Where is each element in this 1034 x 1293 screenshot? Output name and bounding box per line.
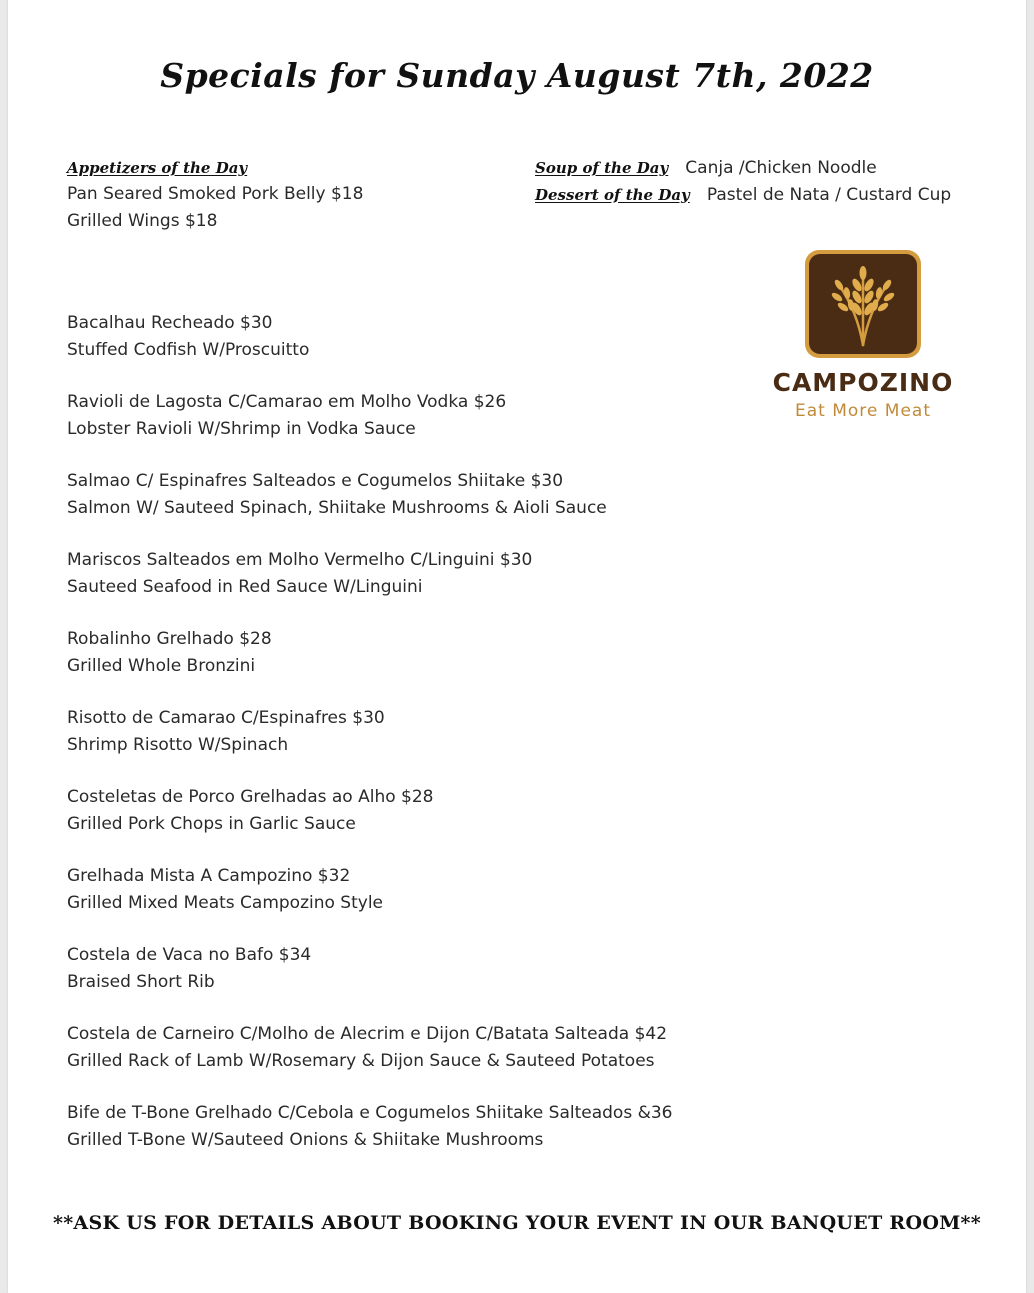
dish-portuguese: Risotto de Camarao C/Espinafres $30 <box>67 708 385 728</box>
specials-list <box>67 310 672 1179</box>
dish-english: Grilled T-Bone W/Sauteed Onions & Shiitake Mushrooms <box>67 1129 544 1150</box>
dish-english: Shrimp Risotto W/Spinach <box>67 734 289 755</box>
banquet-notice: **ASK US FOR DETAILS ABOUT BOOKING YOUR EVENT IN OUR BANQUET ROOM** <box>52 1212 982 1234</box>
dish-portuguese: Grelhada Mista A Campozino $32 <box>67 866 351 886</box>
dessert-heading: Dessert of the Day <box>535 185 690 204</box>
dish-english: Grilled Whole Bronzini <box>67 655 256 676</box>
dish-portuguese: Ravioli de Lagosta C/Camarao em Molho Vodka $26 <box>67 392 507 412</box>
soup-value: Canja /Chicken Noodle <box>685 158 877 178</box>
list-item <box>67 784 672 837</box>
list-item <box>67 547 672 600</box>
appetizers-section <box>67 155 363 234</box>
list-item <box>67 626 672 679</box>
page-title: Specials for Sunday August 7th, 2022 <box>160 56 874 95</box>
dish-english: Grilled Mixed Meats Campozino Style <box>67 892 384 913</box>
dish-portuguese: Costela de Carneiro C/Molho de Alecrim e Dijon C/Batata Salteada $42 <box>67 1024 668 1044</box>
list-item <box>67 863 672 916</box>
dish-portuguese: Robalinho Grelhado $28 <box>67 629 272 649</box>
dish-english: Lobster Ravioli W/Shrimp in Vodka Sauce <box>67 418 416 439</box>
wheat-icon <box>817 261 909 347</box>
daily-specials-sidebar <box>535 155 951 208</box>
dish-english: Grilled Rack of Lamb W/Rosemary & Dijon Sauce & Sauteed Potatoes <box>67 1050 655 1071</box>
dish-english: Salmon W/ Sauteed Spinach, Shiitake Mushrooms & Aioli Sauce <box>67 497 607 518</box>
dish-english: Sauteed Seafood in Red Sauce W/Linguini <box>67 576 423 597</box>
brand-name: CAMPOZINO <box>772 368 954 397</box>
appetizer-item: Grilled Wings $18 <box>67 210 218 231</box>
dish-portuguese: Bife de T-Bone Grelhado C/Cebola e Cogumelos Shiitake Salteados &36 <box>67 1103 673 1123</box>
soup-row <box>535 155 951 182</box>
dessert-value: Pastel de Nata / Custard Cup <box>706 184 952 205</box>
dish-portuguese: Mariscos Salteados em Molho Vermelho C/Linguini $30 <box>67 550 533 570</box>
dessert-row <box>535 182 951 209</box>
list-item <box>67 1100 672 1153</box>
logo-frame <box>805 250 921 358</box>
list-item <box>67 942 672 995</box>
dish-portuguese: Costela de Vaca no Bafo $34 <box>67 945 312 965</box>
soup-heading: Soup of the Day <box>535 159 669 177</box>
appetizers-heading: Appetizers of the Day <box>67 159 248 177</box>
dish-portuguese: Salmao C/ Espinafres Salteados e Cogumelos Shiitake $30 <box>67 471 564 491</box>
campozino-logo <box>753 250 973 421</box>
list-item <box>67 705 672 758</box>
list-item <box>67 310 672 363</box>
appetizer-item: Pan Seared Smoked Pork Belly $18 <box>67 184 364 204</box>
dish-english: Grilled Pork Chops in Garlic Sauce <box>67 813 356 834</box>
brand-tagline: Eat More Meat <box>795 401 931 421</box>
list-item <box>67 1021 672 1074</box>
dish-english: Stuffed Codfish W/Proscuitto <box>67 339 310 360</box>
dish-english: Braised Short Rib <box>67 971 215 992</box>
list-item <box>67 389 672 442</box>
list-item <box>67 468 672 521</box>
dish-portuguese: Bacalhau Recheado $30 <box>67 313 273 333</box>
logo-background <box>809 254 917 354</box>
menu-page <box>8 0 1026 1293</box>
dish-portuguese: Costeletas de Porco Grelhadas ao Alho $28 <box>67 787 434 807</box>
